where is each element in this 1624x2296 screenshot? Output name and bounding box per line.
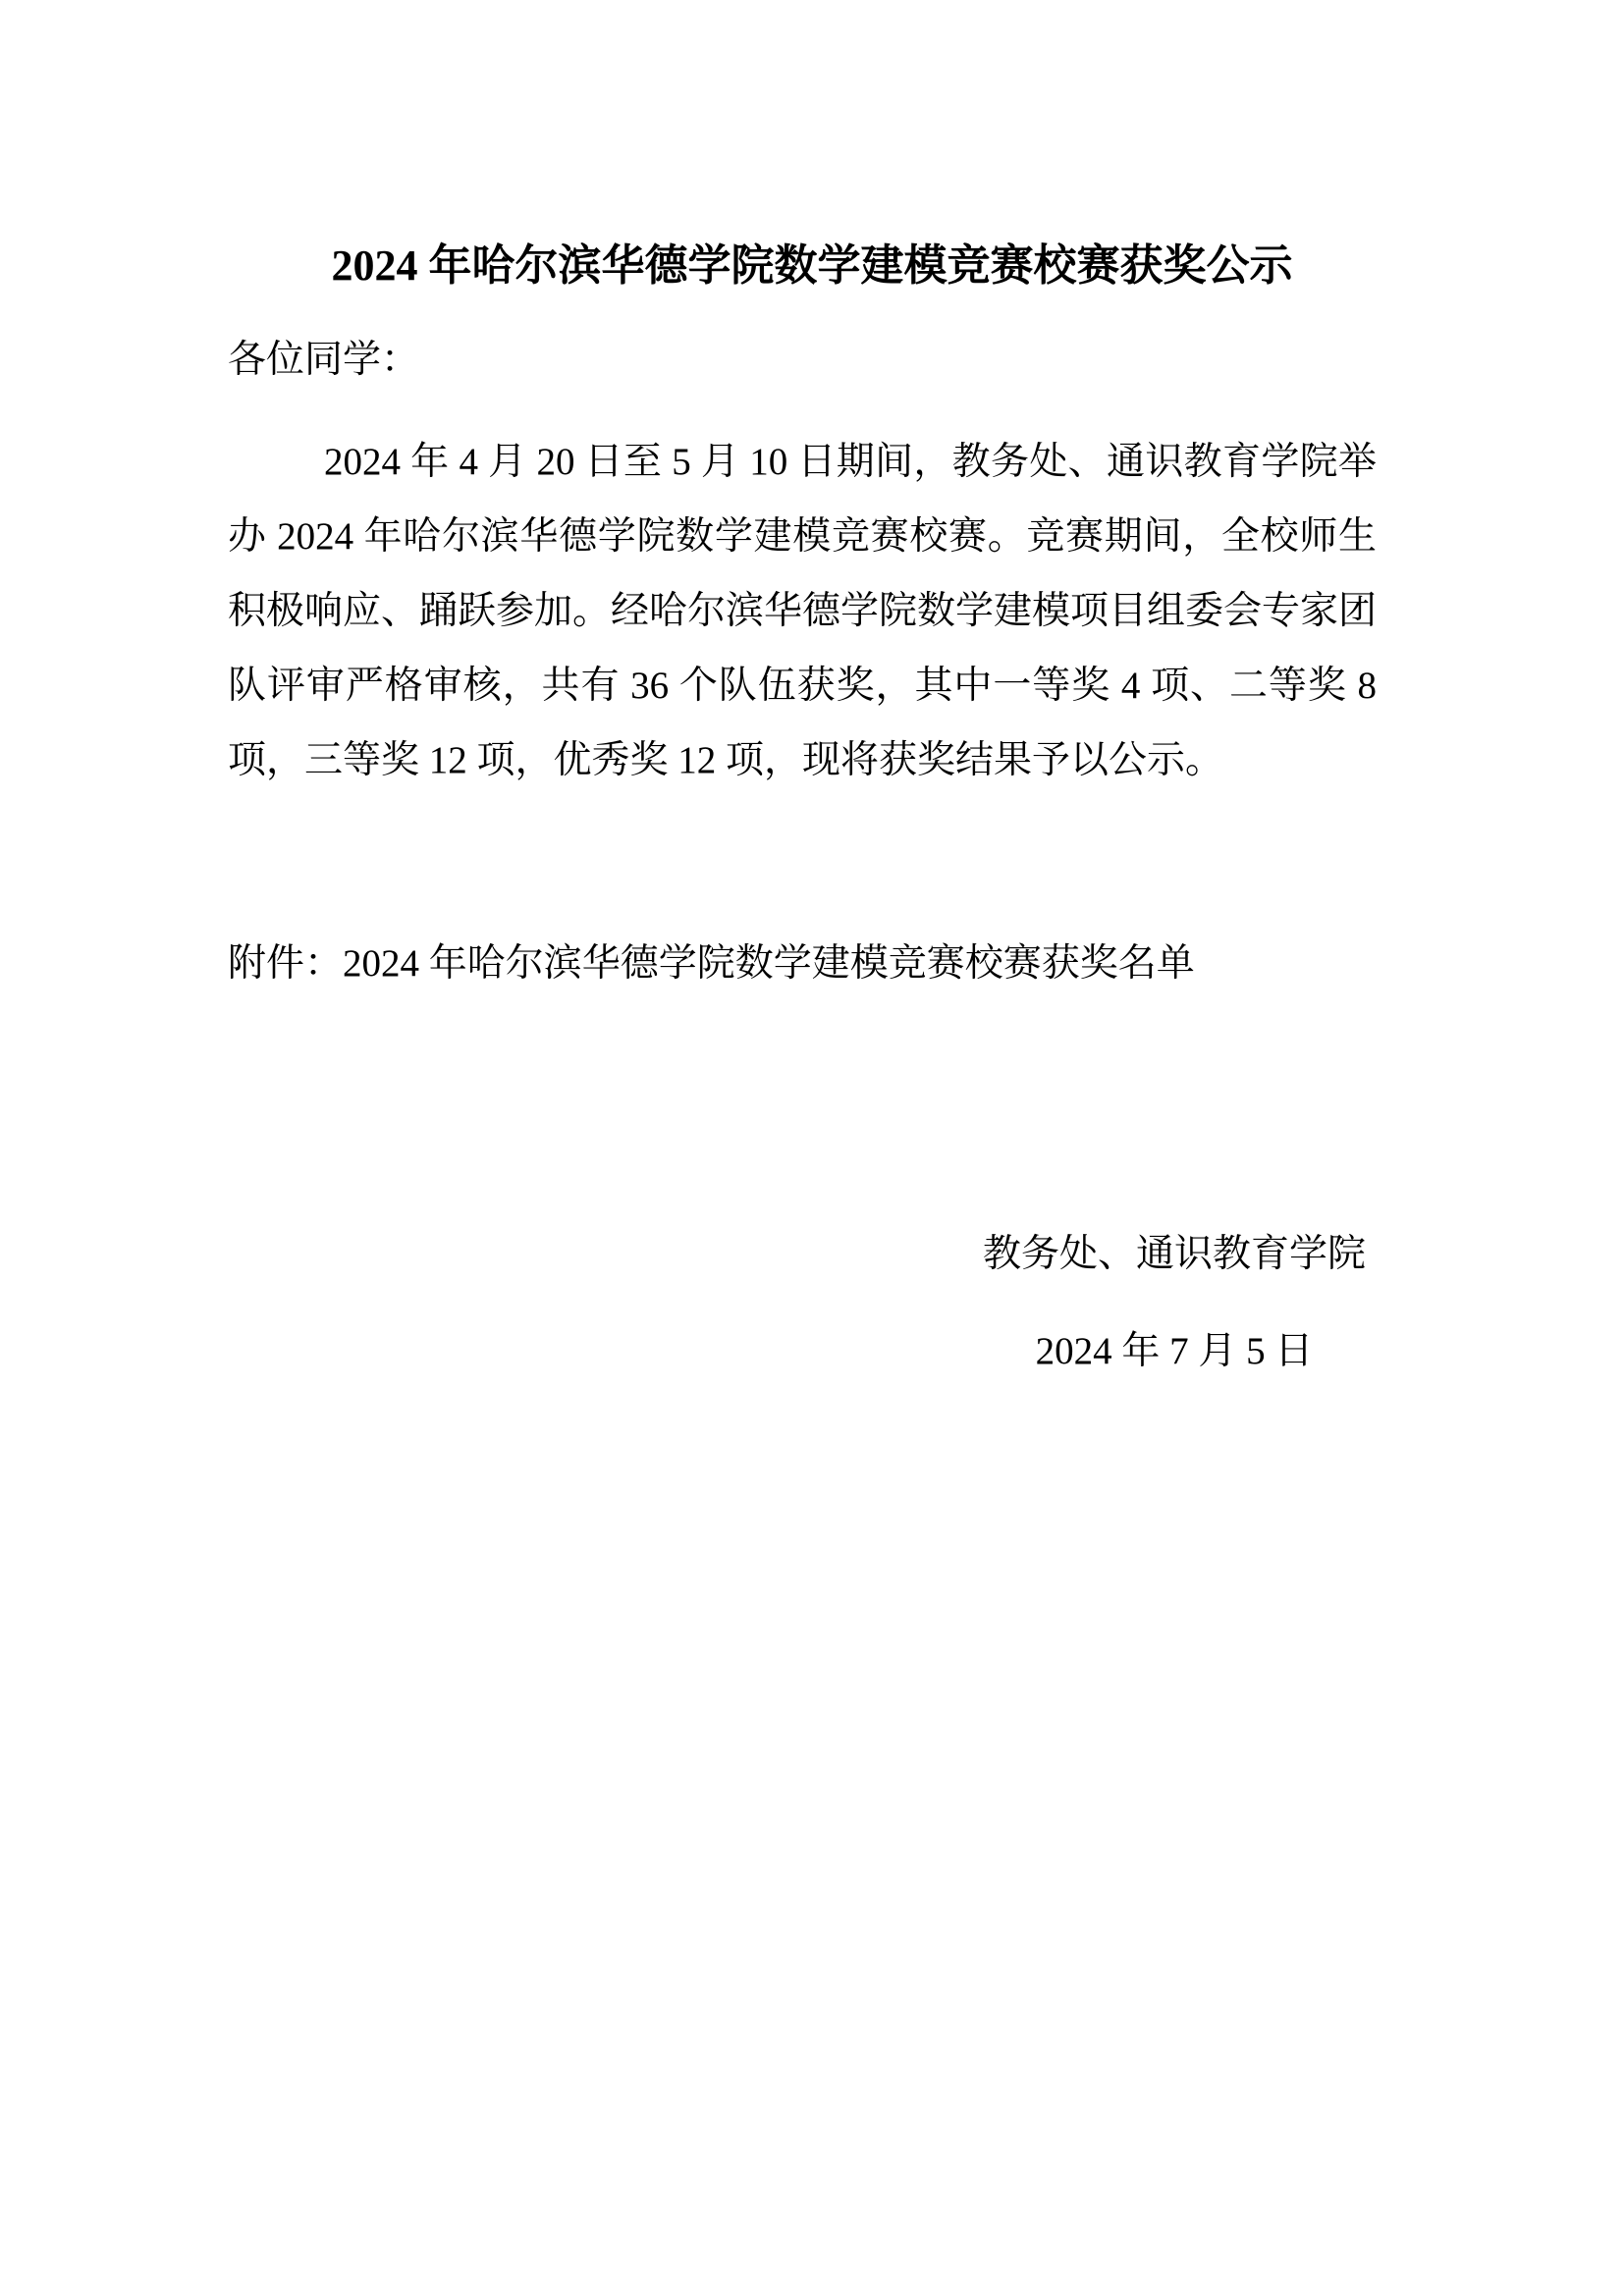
signature-block	[982, 1217, 1367, 1389]
signature-date: 2024 年 7 月 5 日	[1035, 1330, 1314, 1372]
salutation-line: 各位同学：	[228, 339, 420, 381]
attachment-line: 附件：2024 年哈尔滨华德学院数学建模竞赛校赛获奖名单	[228, 942, 1195, 985]
document-title: 2024 年哈尔滨华德学院数学建模竞赛校赛获奖公示	[331, 241, 1293, 290]
body-paragraph: 2024 年 4 月 20 日至 5 月 10 日期间，教务处、通识教育学院举办 2024 年哈尔滨华德学院数学建模竞赛校赛。竞赛期间，全校师生积极响应、踊跃参加。经哈尔滨华德学院数学建模项目组委会专家团队评审严格审核，共有 36 个队伍获奖，其中一等奖 4 项、二等奖 8 项，三等奖 12 项，优秀奖 12 项，现将获奖结果予以公示。	[228, 441, 1378, 781]
signature-issuer: 教务处、通识教育学院	[982, 1233, 1366, 1275]
